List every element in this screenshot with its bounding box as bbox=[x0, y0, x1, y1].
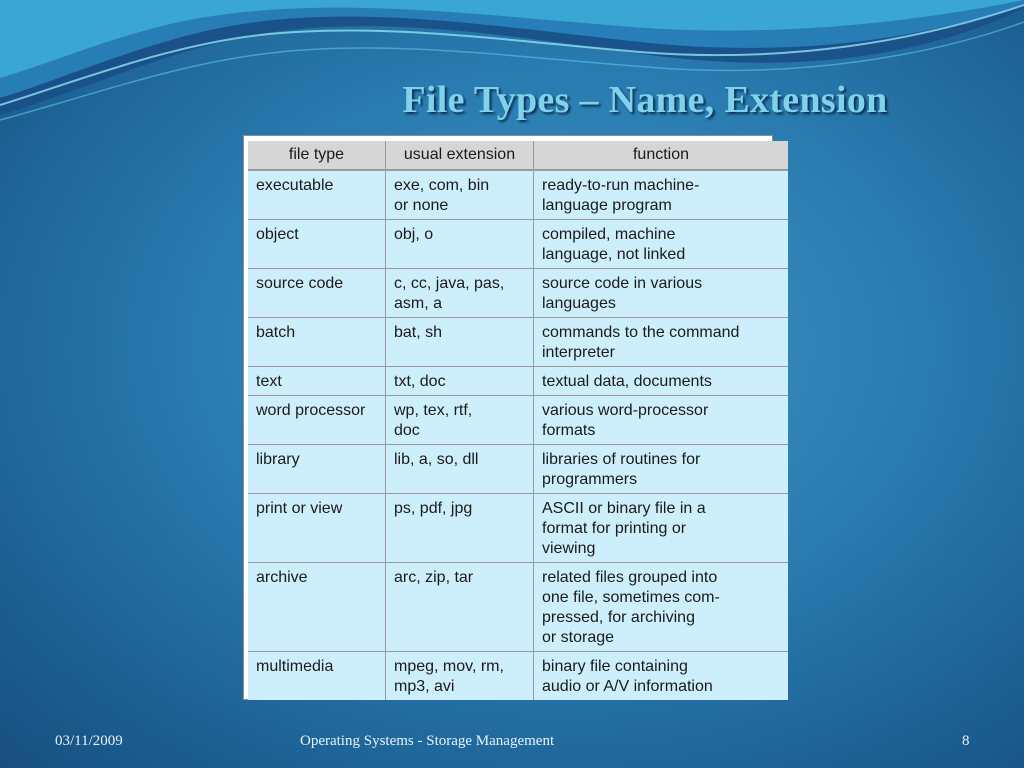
table-row bbox=[248, 396, 788, 445]
header-file-type: file type bbox=[248, 141, 386, 170]
function-cell: binary file containing audio or A/V information bbox=[534, 652, 789, 701]
function-cell: various word-processor formats bbox=[534, 396, 789, 445]
header-function: function bbox=[534, 141, 789, 170]
extension-cell: txt, doc bbox=[386, 367, 534, 396]
extension-cell: ps, pdf, jpg bbox=[386, 494, 534, 563]
table-row bbox=[248, 170, 788, 220]
file-type-cell: source code bbox=[248, 269, 386, 318]
table-row bbox=[248, 269, 788, 318]
function-cell: compiled, machine language, not linked bbox=[534, 220, 789, 269]
header-usual-extension: usual extension bbox=[386, 141, 534, 170]
file-type-cell: batch bbox=[248, 318, 386, 367]
slide-title: File Types – Name, Extension bbox=[402, 79, 888, 121]
file-type-cell: print or view bbox=[248, 494, 386, 563]
extension-cell: bat, sh bbox=[386, 318, 534, 367]
function-cell: libraries of routines for programmers bbox=[534, 445, 789, 494]
extension-cell: mpeg, mov, rm, mp3, avi bbox=[386, 652, 534, 701]
function-cell: textual data, documents bbox=[534, 367, 789, 396]
file-type-cell: multimedia bbox=[248, 652, 386, 701]
table-header-row bbox=[248, 141, 788, 170]
table-row bbox=[248, 563, 788, 652]
function-cell: ready-to-run machine- language program bbox=[534, 170, 789, 220]
extension-cell: wp, tex, rtf, doc bbox=[386, 396, 534, 445]
file-type-cell: executable bbox=[248, 170, 386, 220]
table-row bbox=[248, 652, 788, 701]
table-row bbox=[248, 494, 788, 563]
file-type-cell: archive bbox=[248, 563, 386, 652]
table-row bbox=[248, 318, 788, 367]
extension-cell: lib, a, so, dll bbox=[386, 445, 534, 494]
function-cell: ASCII or binary file in a format for printing or viewing bbox=[534, 494, 789, 563]
table-row bbox=[248, 367, 788, 396]
file-types-table bbox=[248, 141, 788, 700]
file-types-table-frame bbox=[243, 135, 773, 700]
table-row bbox=[248, 445, 788, 494]
extension-cell: arc, zip, tar bbox=[386, 563, 534, 652]
file-type-cell: object bbox=[248, 220, 386, 269]
extension-cell: obj, o bbox=[386, 220, 534, 269]
file-type-cell: text bbox=[248, 367, 386, 396]
function-cell: source code in various languages bbox=[534, 269, 789, 318]
table-row bbox=[248, 220, 788, 269]
footer-course-title: Operating Systems - Storage Management bbox=[300, 733, 555, 749]
file-type-cell: word processor bbox=[248, 396, 386, 445]
extension-cell: exe, com, bin or none bbox=[386, 170, 534, 220]
footer-date: 03/11/2009 bbox=[55, 733, 123, 749]
file-type-cell: library bbox=[248, 445, 386, 494]
footer-page-number: 8 bbox=[962, 733, 970, 749]
function-cell: related files grouped into one file, sometimes com- pressed, for archiving or storage bbox=[534, 563, 789, 652]
extension-cell: c, cc, java, pas, asm, a bbox=[386, 269, 534, 318]
function-cell: commands to the command interpreter bbox=[534, 318, 789, 367]
table-body bbox=[248, 170, 788, 700]
